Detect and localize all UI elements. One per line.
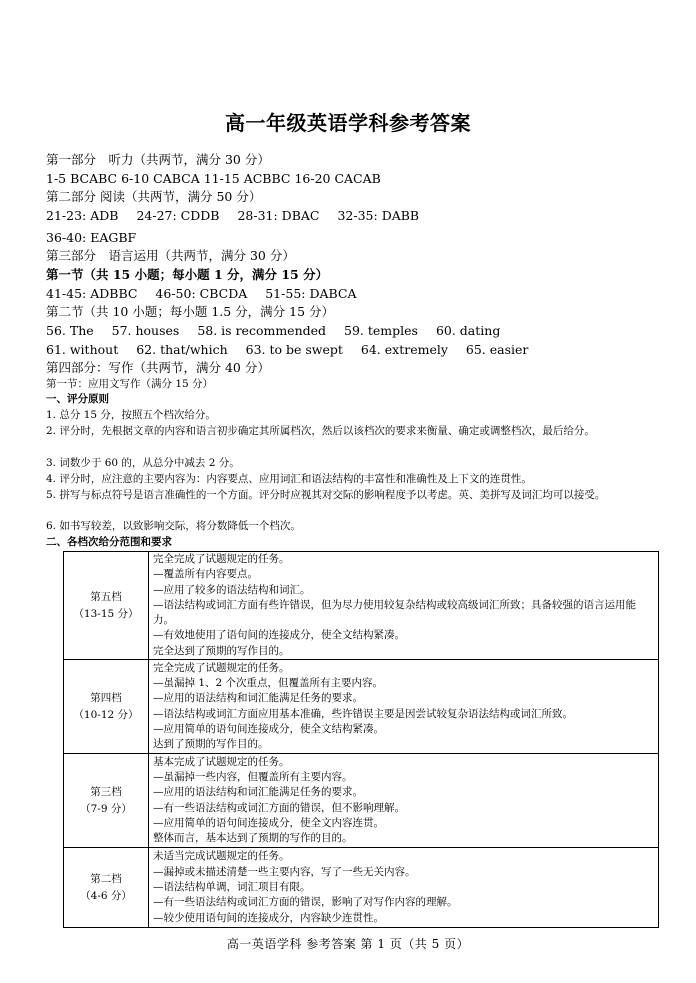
level-description bbox=[149, 848, 659, 928]
answer-item: 56. The bbox=[46, 323, 94, 338]
criteria-line: —应用简单的语句间连接成分，使全文内容连贯。 bbox=[153, 816, 384, 829]
level-cell bbox=[64, 552, 149, 660]
answer-group: 21-23: ADB bbox=[46, 208, 119, 223]
part3-section2-row2 bbox=[46, 341, 542, 359]
level-cell bbox=[64, 848, 149, 928]
criteria-line: 整体而言，基本达到了预期的写作的目的。 bbox=[153, 832, 353, 845]
criteria-line: 完全完成了试题规定的任务。 bbox=[153, 661, 290, 674]
level-name: 第三档 bbox=[90, 785, 122, 798]
part1-answers: 1-5 BCABC 6-10 CABCA 11-15 ACBBC 16-20 CACAB bbox=[46, 171, 381, 186]
table-row bbox=[64, 660, 659, 754]
criteria-line: —语法结构或词汇方面有些许错误，但为尽力使用较复杂结构或较高级词汇所致；具备较强的语言运用能力。 bbox=[153, 598, 636, 627]
criteria-line: 达到了预期的写作目的。 bbox=[153, 738, 269, 751]
criteria-line: —虽漏掉 1、2 个次重点，但覆盖所有主要内容。 bbox=[153, 676, 384, 689]
criteria-line: 未适当完成试题规定的任务。 bbox=[153, 850, 290, 863]
levels-heading: 二、各档次给分范围和要求 bbox=[46, 536, 172, 548]
criteria-line: —有一些语法结构或词汇方面的错误，影响了对写作内容的理解。 bbox=[153, 896, 458, 909]
part2-heading: 第二部分 阅读（共两节，满分 50 分） bbox=[46, 189, 262, 204]
level-name: 第二档 bbox=[90, 872, 122, 885]
answer-item: 63. to be swept bbox=[245, 342, 343, 357]
criteria-line: —语法结构或词汇方面应用基本准确，些许错误主要是因尝试较复杂语法结构或词汇所致。 bbox=[153, 707, 573, 720]
part3-section1-heading: 第一节（共 15 小题；每小题 1 分，满分 15 分） bbox=[46, 267, 329, 282]
rule-item: 6. 如书写较差，以致影响交际，将分数降低一个档次。 bbox=[46, 520, 301, 532]
rule-item: 3. 词数少于 60 的，从总分中减去 2 分。 bbox=[46, 457, 240, 469]
level-range: （10-12 分） bbox=[73, 708, 139, 721]
part4-section1-heading: 第一节：应用文写作（满分 15 分） bbox=[46, 378, 214, 390]
page-title: 高一年级英语学科参考答案 bbox=[225, 111, 471, 135]
criteria-line: —有效地使用了语句间的连接成分，使全文结构紧凑。 bbox=[153, 629, 405, 642]
answer-item: 58. is recommended bbox=[197, 323, 327, 338]
answer-item: 62. that/which bbox=[136, 342, 228, 357]
criteria-line: —虽漏掉一些内容，但覆盖所有主要内容。 bbox=[153, 770, 353, 783]
rule-item: 5. 拼写与标点符号是语言准确性的一个方面。评分时应视其对交际的影响程度予以考虑。英、美拼写及词汇均可以接受。 bbox=[46, 489, 606, 501]
level-description bbox=[149, 660, 659, 754]
answer-item: 60. dating bbox=[435, 323, 501, 338]
criteria-line: —有一些语法结构或词汇方面的错误，但不影响理解。 bbox=[153, 801, 405, 814]
criteria-line: —应用了较多的语法结构和词汇。 bbox=[153, 583, 311, 596]
answer-group: 32-35: DABB bbox=[337, 208, 420, 223]
criteria-line: —应用简单的语句间连接成分，使全文结构紧凑。 bbox=[153, 722, 384, 735]
level-range: （7-9 分） bbox=[80, 802, 132, 815]
criteria-line: —语法结构单调，词汇项目有限。 bbox=[153, 880, 311, 893]
level-range: （13-15 分） bbox=[73, 607, 139, 620]
answer-item: 61. without bbox=[46, 342, 119, 357]
criteria-line: 完全完成了试题规定的任务。 bbox=[153, 553, 290, 565]
level-name: 第五档 bbox=[90, 590, 122, 603]
criteria-line: —应用的语法结构和词汇能满足任务的要求。 bbox=[153, 786, 363, 799]
part3-section1-answers bbox=[46, 285, 371, 303]
part3-heading: 第三部分 语言运用（共两节，满分 30 分） bbox=[46, 248, 295, 263]
answer-item: 57. houses bbox=[111, 323, 180, 338]
answer-item: 65. easier bbox=[465, 342, 529, 357]
answer-group: 51-55: DABCA bbox=[265, 286, 357, 301]
answer-group: 46-50: CBCDA bbox=[155, 286, 248, 301]
page-footer: 高一英语学科 参考答案 第 1 页（共 5 页） bbox=[226, 937, 470, 951]
answer-group: 24-27: CDDB bbox=[136, 208, 220, 223]
criteria-line: 完全达到了预期的写作目的。 bbox=[153, 644, 290, 657]
rule-item: 1. 总分 15 分，按照五个档次给分。 bbox=[46, 409, 216, 421]
level-cell bbox=[64, 660, 149, 754]
part1-heading: 第一部分 听力（共两节，满分 30 分） bbox=[46, 152, 270, 167]
rule-item: 2. 评分时，先根据文章的内容和语言初步确定其所属档次，然后以该档次的要求来衡量、确定或调整档次，最后给分。 bbox=[46, 425, 595, 437]
criteria-line: —应用的语法结构和词汇能满足任务的要求。 bbox=[153, 692, 363, 705]
answer-item: 64. extremely bbox=[360, 342, 448, 357]
level-description bbox=[149, 552, 659, 660]
criteria-line: 基本完成了试题规定的任务。 bbox=[153, 755, 290, 768]
level-description bbox=[149, 754, 659, 848]
table-row bbox=[64, 754, 659, 848]
grading-table bbox=[63, 551, 659, 928]
table-row bbox=[64, 848, 659, 928]
criteria-line: —漏掉或未描述清楚一些主要内容，写了一些无关内容。 bbox=[153, 865, 416, 878]
part2-answers-2: 36-40: EAGBF bbox=[46, 230, 137, 245]
rule-item: 4. 评分时，应注意的主要内容为：内容要点、应用词汇和语法结构的丰富性和准确性及上下文的连贯性。 bbox=[46, 473, 532, 485]
level-range: （4-6 分） bbox=[80, 889, 132, 902]
part4-heading: 第四部分：写作（共两节，满分 40 分） bbox=[46, 360, 270, 375]
table-row bbox=[64, 552, 659, 660]
rules-heading: 一、评分原则 bbox=[46, 393, 109, 405]
level-name: 第四档 bbox=[90, 691, 122, 704]
criteria-line: —覆盖所有内容要点。 bbox=[153, 568, 258, 581]
answer-item: 59. temples bbox=[344, 323, 418, 338]
answer-group: 28-31: DBAC bbox=[237, 208, 320, 223]
part3-section2-row1 bbox=[46, 322, 514, 340]
part3-section2-heading: 第二节（共 10 小题；每小题 1.5 分，满分 15 分） bbox=[46, 304, 335, 319]
part2-answers bbox=[46, 207, 433, 225]
level-cell bbox=[64, 754, 149, 848]
answer-group: 41-45: ADBBC bbox=[46, 286, 138, 301]
criteria-line: —较少使用语句间的连接成分，内容缺少连贯性。 bbox=[153, 911, 384, 924]
